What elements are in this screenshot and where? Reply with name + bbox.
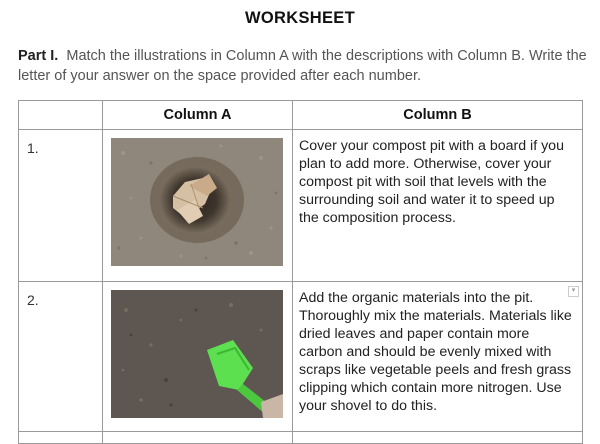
table-row xyxy=(19,282,583,432)
instructions xyxy=(18,46,588,86)
part-label: Part I. xyxy=(18,48,59,64)
header-number xyxy=(19,101,103,130)
description-text: Add the organic materials into the pit. Thoroughly mix the materials. Materials like dried leaves and paper contain more carbon and should be evenly mixed with scraps like vegetable peels and fresh grass clipping which contain more nitrogen. Use your shovel to do this. xyxy=(299,290,572,414)
instructions-text: Match the illustrations in Column A with the descriptions with Column B. Write the letter of your answer on the space provided after each number. xyxy=(18,48,587,84)
matching-table xyxy=(18,100,583,444)
empty-cell xyxy=(19,432,103,444)
empty-cell xyxy=(103,432,293,444)
table-row xyxy=(19,130,583,282)
dropdown-indicator-icon[interactable]: ▾ xyxy=(568,286,579,297)
table-header-row xyxy=(19,101,583,130)
empty-cell xyxy=(293,432,583,444)
row-number: 2. xyxy=(19,282,103,432)
description-cell xyxy=(293,282,583,432)
description-cell: Cover your compost pit with a board if you plan to add more. Otherwise, cover your compost pit with soil that levels with the surrounding soil and water it to speed up the composition process. xyxy=(293,130,583,282)
header-column-b: Column B xyxy=(293,101,583,130)
illustration-cell xyxy=(103,130,293,282)
header-column-a: Column A xyxy=(103,101,293,130)
worksheet-title: WORKSHEET xyxy=(245,9,355,27)
row-number: 1. xyxy=(19,130,103,282)
compost-pit-image xyxy=(111,138,283,266)
illustration-cell xyxy=(103,282,293,432)
shovel-mixing-image xyxy=(111,290,283,418)
table-row xyxy=(19,432,583,444)
